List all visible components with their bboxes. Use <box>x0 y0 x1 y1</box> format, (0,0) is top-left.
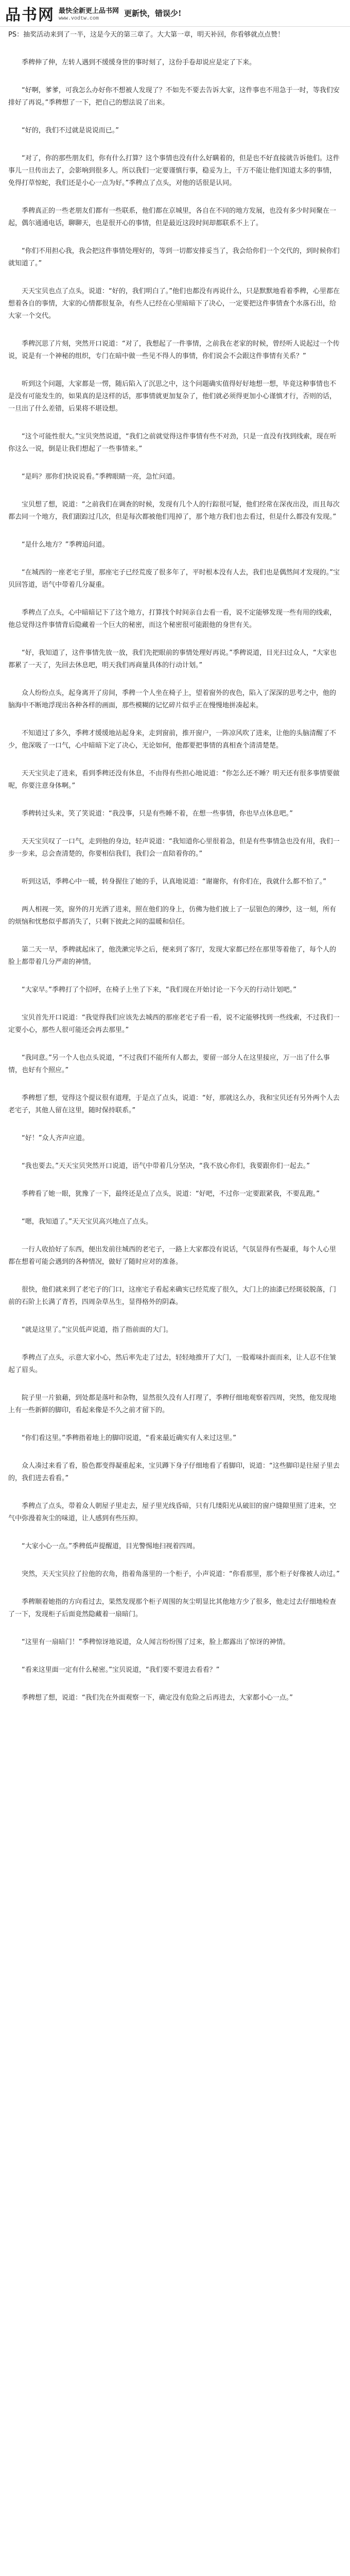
chapter-paragraph: “这个可能性很大。”宝贝突然说道，“我们之前就觉得这件事情有些不对劲，只是一直没有找到线索，现在听你这么一说，倒是让我们想起了一些事情来。” <box>8 433 337 453</box>
chapter-paragraph: “我同意。”另一个人也点头说道，“不过我们不能所有人都去，要留一部分人在这里接应，万一出了什么事情，也好有个照应。” <box>8 1054 330 1074</box>
chapter-paragraph: PS：抽奖活动来到了一半，这是今天的第三章了。大大第一章，明天补回，你看够就点点赞！ <box>8 31 285 39</box>
chapter-paragraph: 听到这个问题，大家都是一愣，随后陷入了沉思之中，这个问题确实值得好好地想一想，毕竟这种事情也不是没有可能发生的，如果真的是这样的话，那事情就更加复杂了，他们就必须得更加小心谨慎才行，否则的话，一旦出了什么差错，后果将不堪设想。 <box>8 380 337 413</box>
chapter-content <box>0 27 350 2576</box>
chapter-paragraph: 不知道过了多久，季稗才缓缓地站起身来，走到窗前，推开窗户，一阵凉风吹了进来，让他的头脑清醒了不少，他深吸了一口气，心中暗暗下定了决心，无论如何，他都要把事情的真相查个清清楚楚。 <box>8 730 337 750</box>
chapter-paragraph: “是吗？那你们快说说看。”季稗眼睛一亮，急忙问道。 <box>22 473 179 481</box>
chapter-paragraph: 众人凑过来看了看，脸色都变得凝重起来，宝贝蹲下身子仔细地看了看脚印，说道：“这些脚印是往屋子里去的，我们进去看看。” <box>8 1462 340 1482</box>
chapter-paragraph: 第二天一早，季稗就起床了，他洗漱完毕之后，便来到了客厅，发现大家都已经在那里等着他了，每个人的脸上都带着几分严肃的神情。 <box>8 946 337 966</box>
chapter-paragraph: 季稗点了点头，示意大家小心，然后率先走了过去，轻轻地推开了大门，一股霉味扑面而来，让人忍不住皱起了眉头。 <box>8 1354 337 1374</box>
chapter-paragraph: 突然，天天宝贝拉了拉他的衣角，指着角落里的一个柜子，小声说道：“你看那里，那个柜子好像被人动过。” <box>22 1570 340 1578</box>
chapter-paragraph: “嗯，我知道了。”天天宝贝高兴地点了点头。 <box>22 1218 152 1226</box>
chapter-paragraph: “这里有一扇暗门！”季稗惊讶地说道，众人闻言纷纷围了过来，脸上都露出了惊讶的神情。 <box>22 1638 290 1646</box>
chapter-paragraph: “你们不用担心我，我会把这件事情处理好的，等到一切都安排妥当了，我会给你们一个交代的，到时候你们就知道了。” <box>8 247 340 267</box>
chapter-paragraph: 季稗点了点头，带着众人朝屋子里走去，屋子里光线昏暗，只有几缕阳光从破旧的窗户缝隙里照了进来，空气中弥漫着灰尘的味道，让人感到有些压抑。 <box>8 1502 337 1522</box>
chapter-paragraph: 季稗真正的一些老朋友们都有一些联系，他们都在京城里，各自在不同的地方发展，也没有多少时间聚在一起，偶尔通通电话，聊聊天，也是很开心的事情，但是最近这段时间却都联系不上了。 <box>8 207 337 227</box>
chapter-paragraph: “就是这里了。”宝贝低声说道，指了指前面的大门。 <box>22 1326 172 1334</box>
site-slogan: 更新快，错误少! <box>124 9 182 18</box>
chapter-paragraph: 宝贝想了想，说道：“之前我们在调查的时候，发现有几个人的行踪很可疑，他们经常在深夜出没，而且每次都去同一个地方，我们跟踪过几次，但是每次都被他们甩掉了，那个地方我们也去看过，但是什么都没有发现。” <box>8 501 340 521</box>
chapter-paragraph: “看来这里面一定有什么秘密。”宝贝说道，“我们要不要进去看看？” <box>22 1666 220 1674</box>
chapter-paragraph: 季稗想了想，觉得这个提议很有道理，于是点了点头，说道：“好，那就这么办，我和宝贝还有另外两个人去老宅子，其他人留在这里，随时保持联系。” <box>8 1094 340 1114</box>
chapter-paragraph: “大家早。”季稗打了个招呼，在椅子上坐了下来，“我们现在开始讨论一下今天的行动计划吧。” <box>22 986 296 994</box>
chapter-paragraph: 天天宝贝叹了一口气，走到他的身边，轻声说道：“我知道你心里很着急，但是有些事情急也没有用，我们一步一步来，总会查清楚的，你要相信我们，我们会一直陪着你的。” <box>8 838 340 858</box>
chapter-paragraph: 季稗沉思了片刻，突然开口说道：“对了，我想起了一件事情，之前我在老家的时候，曾经听人说起过一个传说，说是有一个神秘的组织，专门在暗中做一些见不得人的事情，你们说会不会跟这件事情有关系？” <box>8 340 340 360</box>
chapter-paragraph: “我也要去。”天天宝贝突然开口说道，语气中带着几分坚决，“我不放心你们，我要跟你们一起去。” <box>22 1162 310 1170</box>
chapter-paragraph: 一行人收拾好了东西，便出发前往城西的老宅子，一路上大家都没有说话，气氛显得有些凝重，每个人心里都在想着可能会遇到的各种情况，做好了随时应对的准备。 <box>8 1246 337 1266</box>
chapter-paragraph: 天天宝贝走了进来，看到季稗还没有休息，不由得有些担心地说道：“你怎么还不睡？明天还有很多事情要做呢，你要注意身体啊。” <box>8 770 340 790</box>
chapter-paragraph: “对了，你的那些朋友们，你有什么打算？这个事情也没有什么好瞒着的，但是也不好直接就告诉他们。这件事儿一旦传出去了，会影响到很多人。所以我们一定要谨慎行事，稳妥为上，千万不能让他们知道太多的事情，免得打草惊蛇，我们还是小心一点为好。”季稗点了点头，对他的话很是认同。 <box>8 155 340 187</box>
chapter-paragraph: 季稗点了点头，心中暗暗记下了这个地方，打算找个时间亲自去看一看，说不定能够发现一些有用的线索，他总觉得这件事情背后隐藏着一个巨大的秘密，而这个秘密很可能跟他的身世有关。 <box>8 609 337 629</box>
logo-text-block <box>59 5 119 22</box>
chapter-paragraph: 季稗看了她一眼，犹豫了一下，最终还是点了点头，说道：“好吧，不过你一定要跟紧我，不要乱跑。” <box>22 1190 320 1198</box>
chapter-paragraph: “好！”众人齐声应道。 <box>22 1134 89 1142</box>
chapter-paragraph: 两人相视一笑，窗外的月光洒了进来，照在他们的身上，仿佛为他们披上了一层银色的薄纱，这一刻，所有的烦恼和忧愁似乎都消失了，只剩下彼此之间的温暖和信任。 <box>8 906 337 926</box>
chapter-paragraph: 院子里一片狼藉，到处都是落叶和杂物，显然很久没有人打理了，季稗仔细地观察着四周，突然，他发现地上有一些新鲜的脚印，看起来像是不久之前才留下的。 <box>8 1394 337 1414</box>
chapter-paragraph: “好啊，爹爹，可我怎么办好你不想被人发现了？不如先不要去告诉大家，这件事也不用急于一时，等我们安排好了再说。”季稗想了一下，把自己的想法说了出来。 <box>8 87 340 107</box>
chapter-paragraph: 季稗顺着她指的方向看过去，果然发现那个柜子周围的灰尘明显比其他地方少了很多，他走过去仔细地检查了一下，发现柜子后面竟然隐藏着一扇暗门。 <box>8 1598 337 1618</box>
chapter-paragraph: 季稗转过头来，笑了笑说道：“我没事，只是有些睡不着，在想一些事情，你也早点休息吧。” <box>22 810 293 818</box>
site-logo[interactable]: 品书网 <box>5 6 55 24</box>
chapter-paragraph: 宝贝首先开口说道：“我觉得我们应该先去城西的那座老宅子看一看，说不定能够找到一些线索，不过我们一定要小心，那些人很可能还会再去那里。” <box>8 1014 340 1034</box>
chapter-paragraph: 天天宝贝也点了点头，说道：“好的，我们明白了。”他们也都没有再说什么，只是默默地看着季稗，心里都在想着各自的事情，大家的心情都很复杂，有些人已经在心里暗暗下了决心，一定要把这件事情查个水落石出，给大家一个交代。 <box>8 287 340 320</box>
chapter-paragraph: “好，我知道了，这件事情先放一放，我们先把眼前的事情处理好再说。”季稗说道，目光扫过众人，“大家也都累了一天了，先回去休息吧，明天我们再商量具体的行动计划。” <box>8 649 337 669</box>
chapter-paragraph: “在城西的一座老宅子里，那座宅子已经荒废了很多年了，平时根本没有人去，我们也是偶然间才发现的。”宝贝回答道，语气中带着几分凝重。 <box>8 569 340 589</box>
chapter-paragraph: “好的，我们不过就是说说而已。” <box>22 127 119 134</box>
chapter-paragraph: 季稗伸了伸，左转人遇到不缓缓身世的事时刻了，这份手卷却说应是定了下来。 <box>22 59 256 66</box>
chapter-paragraph: 季稗想了想，说道：“我们先在外面观察一下，确定没有危险之后再进去，大家都小心一点。” <box>22 1694 293 1702</box>
chapter-paragraph: 听到这话，季稗心中一暖，转身握住了她的手，认真地说道：“谢谢你，有你们在，我就什么都不怕了。” <box>22 878 326 886</box>
logo-tagline: 最快全新更上品书网 <box>59 7 119 15</box>
chapter-paragraph: “你们看这里。”季稗指着地上的脚印说道，“看来最近确实有人来过这里。” <box>22 1434 236 1442</box>
chapter-paragraph: 众人纷纷点头，起身离开了房间，季稗一个人坐在椅子上，望着窗外的夜色，陷入了深深的思考之中，他的脑海中不断地浮现出各种各样的画面，那些模糊的记忆碎片似乎正在慢慢地拼凑起来。 <box>8 689 337 709</box>
chapter-paragraph: 很快，他们就来到了老宅子的门口，这座宅子看起来确实已经荒废了很久，大门上的油漆已经斑驳脱落，门前的石阶上长满了青苔，四周杂草丛生，显得格外的阴森。 <box>8 1286 337 1306</box>
chapter-paragraph: “是什么地方？”季稗追问道。 <box>22 541 109 549</box>
site-url[interactable]: www.vodtw.com <box>59 15 99 22</box>
site-header <box>0 0 350 27</box>
chapter-paragraph: “大家小心一点。”季稗低声提醒道，目光警惕地扫视着四周。 <box>22 1543 199 1550</box>
